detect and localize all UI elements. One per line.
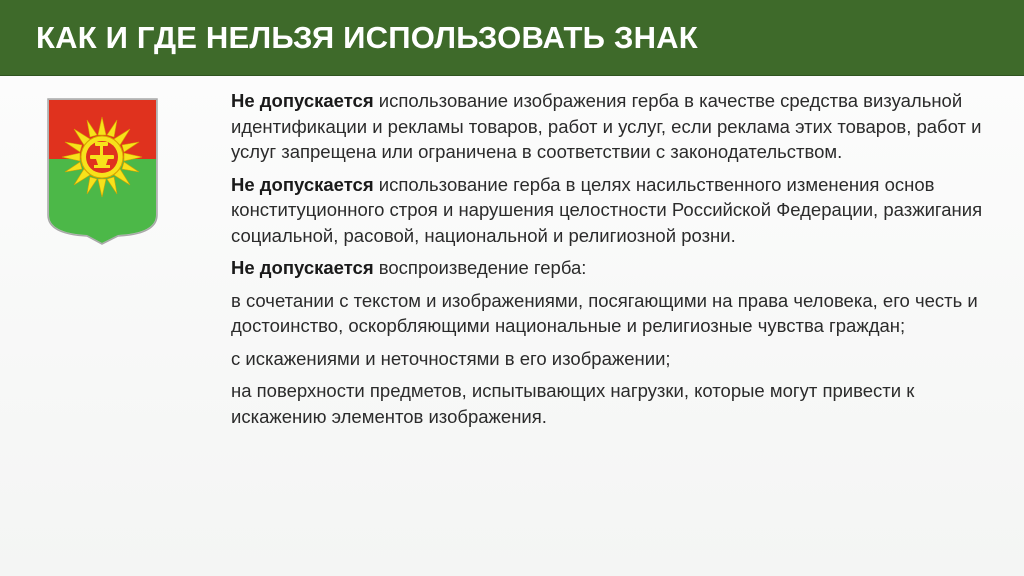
- header-bar: [0, 0, 1024, 76]
- rules-text: [231, 88, 1001, 436]
- rule-lead: Не допускается: [231, 257, 374, 278]
- rule-paragraph-3: [231, 255, 1001, 281]
- list-item: в сочетании с текстом и изображениями, посягающими на права человека, его честь и достоинство, оскорбляющими национальные и религиозные чувства граждан;: [231, 289, 978, 336]
- rule-lead: Не допускается: [231, 90, 374, 111]
- rule-text: использование герба в целях насильственного изменения основ конституционного строя и нарушения целостности Российской Федерации, разжигания социальной, расовой, национальной и религиозной розни.: [231, 173, 983, 246]
- rule-text: воспроизведение герба:: [373, 257, 587, 278]
- coat-of-arms-icon: [46, 97, 159, 247]
- rule-paragraph-1: [231, 88, 1001, 165]
- list-item: на поверхности предметов, испытывающих нагрузки, которые могут привести к искажению элементов изображения.: [231, 380, 915, 427]
- rule-lead: Не допускается: [231, 173, 374, 195]
- rule-text: использование изображения герба в качестве средства визуальной идентификации и рекламы товаров, работ и услуг, если реклама этих товаров, работ и услуг запрещена или ограничена в соответствии с законодательством.: [231, 90, 982, 162]
- list-item: с искажениями и неточностями в его изображении;: [231, 347, 671, 369]
- rule-paragraph-2: [231, 172, 1001, 249]
- page-title: КАК И ГДЕ НЕЛЬЗЯ ИСПОЛЬЗОВАТЬ ЗНАК: [36, 20, 698, 55]
